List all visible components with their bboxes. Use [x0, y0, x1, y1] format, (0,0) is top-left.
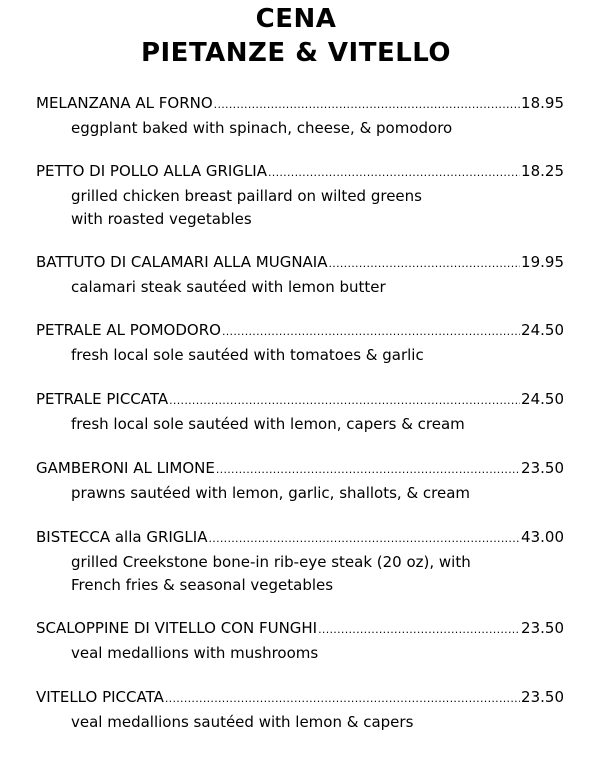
- dot-leader: [318, 620, 520, 640]
- menu-item-price: 19.95: [521, 253, 564, 271]
- menu-item-name: BISTECCA alla GRIGLIA: [36, 528, 208, 546]
- menu-item: [36, 93, 564, 140]
- menu-item: [36, 252, 564, 299]
- menu-item-price: 18.95: [521, 94, 564, 112]
- menu-title: CENA: [255, 4, 337, 34]
- menu-item-name: PETRALE AL POMODORO: [36, 321, 221, 339]
- menu-item-description: with roasted vegetables: [71, 209, 252, 228]
- menu-item-price: 24.50: [521, 321, 564, 339]
- menu-item-price: 18.25: [521, 162, 564, 180]
- menu-item-price: 23.50: [521, 459, 564, 477]
- dot-leader: [208, 529, 520, 549]
- menu-item-name: SCALOPPINE DI VITELLO CON FUNGHI: [36, 619, 318, 637]
- menu-item: [36, 389, 564, 436]
- menu-item: [36, 618, 564, 665]
- menu-item: [36, 527, 564, 596]
- menu-item-description: fresh local sole sautéed with tomatoes & garlic: [71, 346, 424, 364]
- dot-leader: [222, 322, 520, 342]
- menu-item-description: veal medallions sautéed with lemon & capers: [71, 713, 414, 731]
- menu-item-name: GAMBERONI AL LIMONE: [36, 459, 215, 477]
- dot-leader: [169, 391, 520, 411]
- dot-leader: [328, 254, 520, 274]
- menu-item-description: prawns sautéed with lemon, garlic, shallots, & cream: [71, 484, 471, 502]
- menu-item-price: 43.00: [521, 528, 564, 546]
- menu-item-description: grilled chicken breast paillard on wilted greens: [71, 187, 422, 205]
- menu-item-name: PETTO DI POLLO ALLA GRIGLIA: [36, 162, 267, 180]
- menu-subtitle: PIETANZE & VITELLO: [140, 38, 452, 68]
- dot-leader: [165, 689, 520, 709]
- dot-leader: [216, 460, 520, 480]
- menu-item-price: 24.50: [521, 390, 564, 408]
- menu-item-description: veal medallions with mushrooms: [71, 644, 319, 662]
- menu-item: [36, 161, 564, 230]
- menu-item-price: 23.50: [521, 688, 564, 706]
- menu-item-name: VITELLO PICCATA: [36, 688, 164, 706]
- menu-item-name: MELANZANA AL FORNO: [36, 94, 213, 112]
- dot-leader: [214, 95, 520, 115]
- menu-item-price: 23.50: [521, 619, 564, 637]
- menu-item-description: calamari steak sautéed with lemon butter: [71, 278, 386, 296]
- menu-item: [36, 320, 564, 367]
- dot-leader: [268, 163, 520, 183]
- menu-item-description: eggplant baked with spinach, cheese, & pomodoro: [71, 119, 453, 137]
- menu-item: [36, 687, 564, 734]
- menu-item-description: French fries & seasonal vegetables: [71, 575, 334, 594]
- menu-item-description: fresh local sole sautéed with lemon, capers & cream: [71, 415, 465, 433]
- menu-item-name: PETRALE PICCATA: [36, 390, 169, 408]
- menu-item-description: grilled Creekstone bone-in rib-eye steak (20 oz), with: [71, 553, 471, 571]
- menu-item-name: BATTUTO DI CALAMARI ALLA MUGNAIA: [36, 253, 328, 271]
- menu-item: [36, 458, 564, 505]
